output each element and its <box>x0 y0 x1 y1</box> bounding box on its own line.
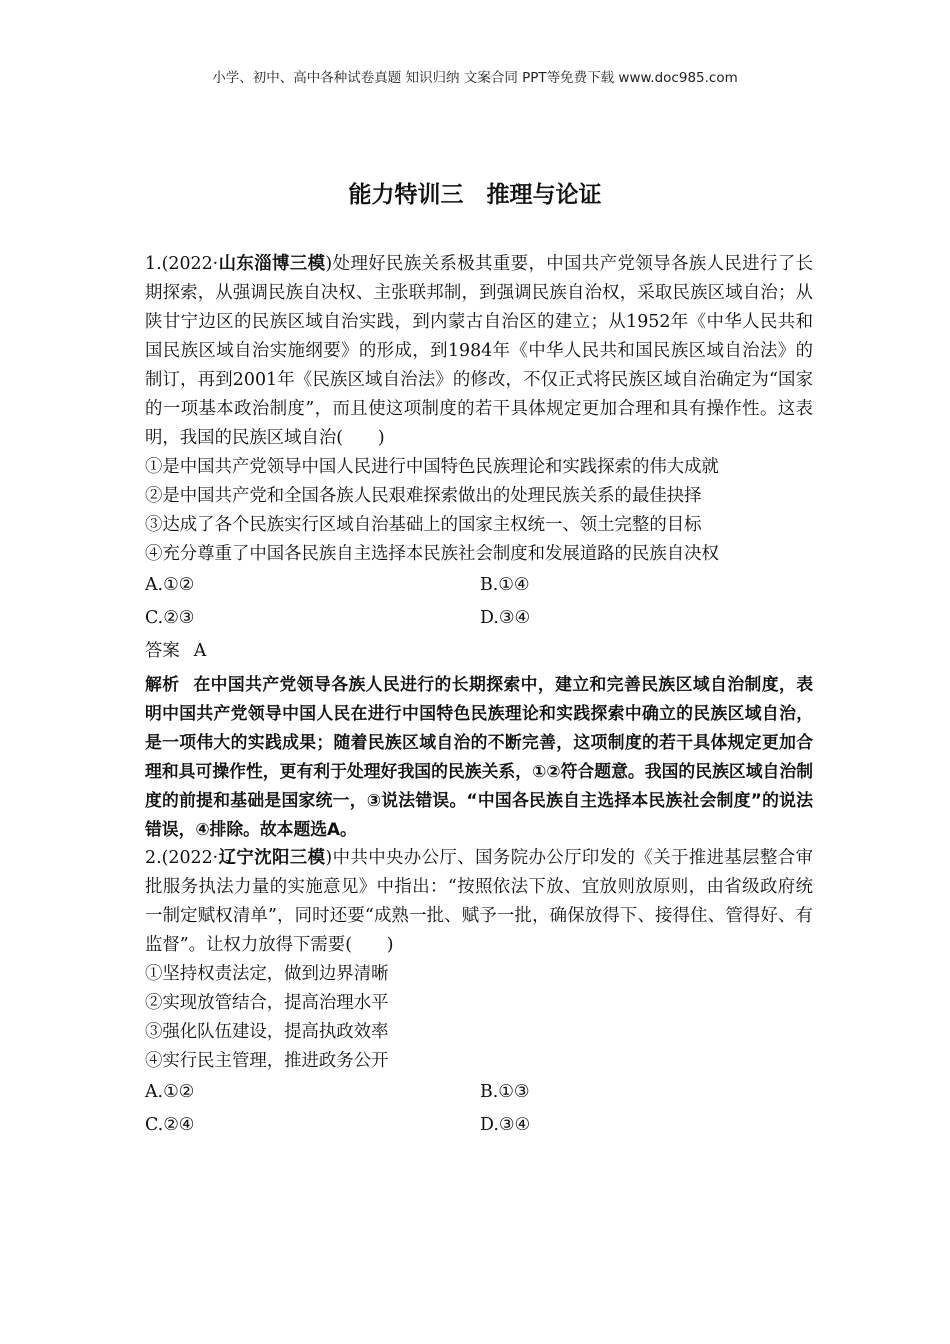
option-statement: ③达成了各个民族实行区域自治基础上的国家主权统一、领土完整的目标 <box>145 515 702 535</box>
option-statement: ①是中国共产党领导中国人民进行中国特色民族理论和实践探索的伟大成就 <box>145 457 719 477</box>
analysis-block <box>145 670 813 844</box>
option-statement: ①坚持权责法定，做到边界清晰 <box>145 964 389 984</box>
question-source-close: ) <box>325 254 333 274</box>
choice-c: C.②③ <box>145 608 195 628</box>
option-statement: ④充分尊重了中国各民族自主选择本民族社会制度和发展道路的民族自决权 <box>145 544 719 564</box>
question-number: 1. <box>145 254 162 274</box>
question-2-stem <box>145 844 813 960</box>
analysis-text: 在中国共产党领导各族人民进行的长期探索中，建立和完善民族区域自治制度，表明中国共产党领导中国人民在进行中国特色民族理论和实践探索中确立的民族区域自治，是一项伟大的实践成果；随着民族区域自治的不断完善，这项制度的若干具体规定更加合理和具可操作性，更有利于处理好我国的民族关系，①②符合题意。我国的民族区域自治制度的前提和基础是国家统一，③说法错误。“中国各民族自主选择本民族社会制度”的说法错误，④排除。故本题选A。 <box>145 674 813 839</box>
choice-a: A.①② <box>145 575 195 595</box>
question-number: 2. <box>145 848 162 868</box>
question-1-stem <box>145 250 813 453</box>
question-2 <box>145 844 813 1142</box>
question-source-year: (2022· <box>161 848 219 868</box>
choice-b: B.①④ <box>480 575 530 595</box>
choice-c: C.②④ <box>145 1115 195 1135</box>
analysis-label: 解析 <box>145 674 180 694</box>
question-source-close: ) <box>325 848 333 868</box>
option-statement: ②是中国共产党和全国各族人民艰难探索做出的处理民族关系的最佳抉择 <box>145 486 702 506</box>
answer-choices <box>145 569 813 635</box>
choice-d: D.③④ <box>480 608 531 628</box>
option-statement: ②实现放管结合，提高治理水平 <box>145 993 389 1013</box>
answer-choices <box>145 1076 813 1142</box>
answer-label: 答案 <box>145 641 180 661</box>
question-source-year: (2022· <box>161 254 219 274</box>
header-watermark: 小学、初中、高中各种试卷真题 知识归纳 文案合同 PPT等免费下载 www.doc985.com <box>212 70 738 86</box>
option-statement: ④实行民主管理，推进政务公开 <box>145 1051 389 1071</box>
question-stem-text: 处理好民族关系极其重要，中国共产党领导各族人民进行了长期探索，从强调民族自决权、主张联邦制，到强调民族自治权，采取民族区域自治；从陕甘宁边区的民族区域自治实践，到内蒙古自治区的建立；从1952年《中华人民共和国民族区域自治实施纲要》的形成，到1984年《中华人民共和国民族区域自治法》的制订，再到2001年《民族区域自治法》的修改，不仅正式将民族区域自治确定为“国家的一项基本政治制度”，而且使这项制度的若干具体规定更加合理和具有操作性。这表明，我国的民族区域自治( ) <box>145 254 813 448</box>
choice-d: D.③④ <box>480 1115 531 1135</box>
question-content <box>145 250 813 1142</box>
answer-value: A <box>193 641 207 661</box>
choice-a: A.①② <box>145 1082 195 1102</box>
page-title: 能力特训三 推理与论证 <box>348 182 602 208</box>
question-stem-text: 中共中央办公厅、国务院办公厅印发的《关于推进基层整合审批服务执法力量的实施意见》中指出：“按照依法下放、宜放则放原则，由省级政府统一制定赋权清单”，同时还要“成熟一批、赋予一批，确保放得下、接得住、管得好、有监督”。让权力放得下需要( ) <box>145 848 813 955</box>
question-source-place: 山东淄博三模 <box>218 254 326 274</box>
answer-line <box>145 635 813 668</box>
choice-b: B.①③ <box>480 1082 530 1102</box>
question-source-place: 辽宁沈阳三模 <box>218 848 326 868</box>
question-1 <box>145 250 813 844</box>
option-statement: ③强化队伍建设，提高执政效率 <box>145 1022 389 1042</box>
